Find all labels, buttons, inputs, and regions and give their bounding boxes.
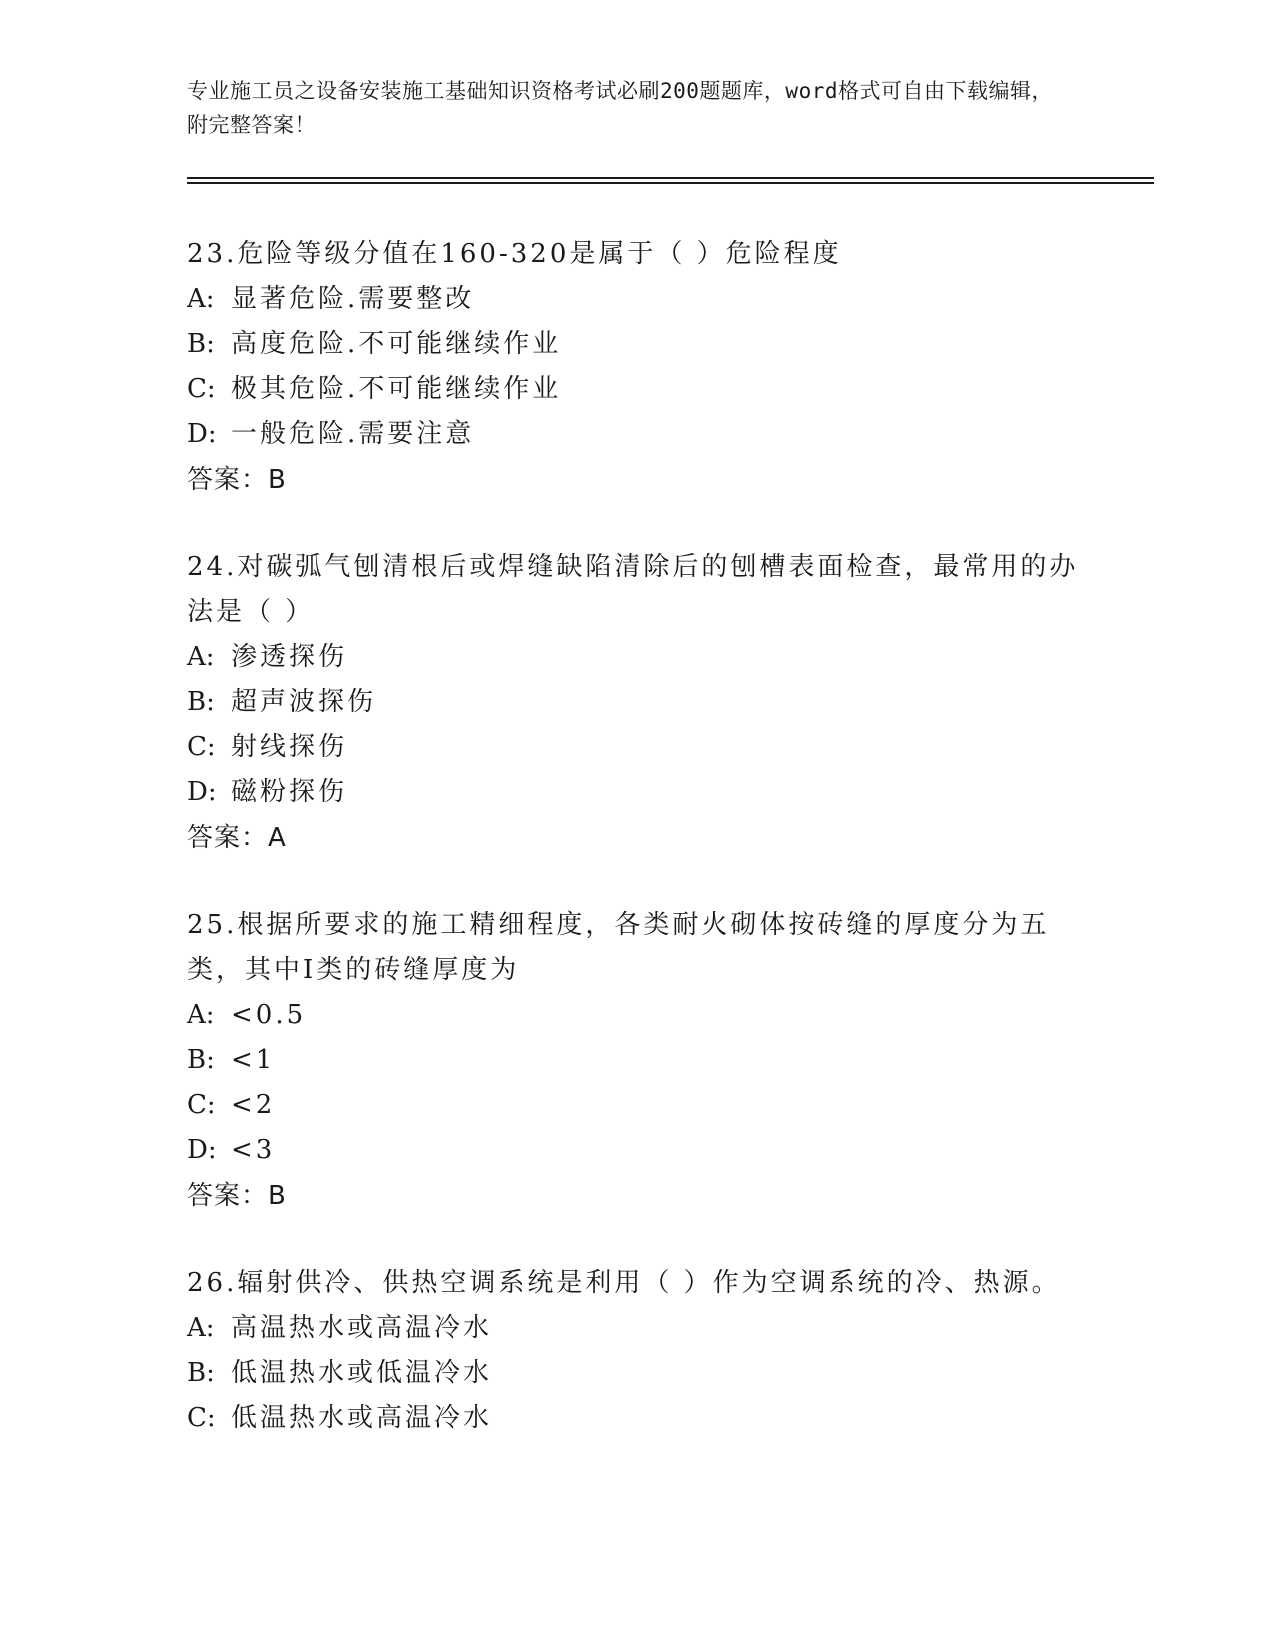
option-letter: D: bbox=[187, 777, 217, 807]
option-c bbox=[187, 367, 1087, 412]
question-text: 24.对碳弧气刨清根后或焊缝缺陷清除后的刨槽表面检查，最常用的办法是（ ） bbox=[187, 552, 1079, 627]
header-rule-top bbox=[187, 177, 1154, 179]
option-b bbox=[187, 322, 1087, 367]
question-24 bbox=[187, 545, 1087, 861]
option-text: 射线探伤 bbox=[231, 732, 348, 762]
option-text: 低温热水或高温冷水 bbox=[231, 1403, 493, 1433]
option-a bbox=[187, 993, 1087, 1038]
option-letter: B: bbox=[187, 329, 215, 359]
option-c bbox=[187, 1396, 1087, 1441]
question-text: 25.根据所要求的施工精细程度，各类耐火砌体按砖缝的厚度分为五类，其中I类的砖缝厚度为 bbox=[187, 910, 1050, 985]
option-letter: A: bbox=[187, 1000, 215, 1030]
option-a bbox=[187, 635, 1087, 680]
option-d bbox=[187, 412, 1087, 457]
option-text: 一般危险.需要注意 bbox=[231, 419, 475, 449]
question-23 bbox=[187, 232, 1087, 503]
option-text: 超声波探伤 bbox=[231, 687, 377, 717]
option-letter: A: bbox=[187, 284, 215, 314]
option-text: 显著危险.需要整改 bbox=[231, 284, 475, 314]
option-b bbox=[187, 1038, 1087, 1083]
option-text: 极其危险.不可能继续作业 bbox=[231, 374, 562, 404]
option-c bbox=[187, 725, 1087, 770]
option-letter: A: bbox=[187, 1313, 215, 1343]
option-letter: C: bbox=[187, 1090, 216, 1120]
option-a bbox=[187, 1306, 1087, 1351]
option-d bbox=[187, 1128, 1087, 1173]
option-b bbox=[187, 1351, 1087, 1396]
question-text: 23.危险等级分值在160-320是属于（ ）危险程度 bbox=[187, 239, 842, 269]
option-letter: B: bbox=[187, 1358, 215, 1388]
option-letter: D: bbox=[187, 1135, 217, 1165]
document-header: 专业施工员之设备安装施工基础知识资格考试必刷200题题库，word格式可自由下载编辑，附完整答案！ bbox=[187, 79, 1053, 137]
question-text: 26.辐射供冷、供热空调系统是利用（ ）作为空调系统的冷、热源。 bbox=[187, 1268, 1061, 1298]
option-a bbox=[187, 277, 1087, 322]
option-b bbox=[187, 680, 1087, 725]
header-rule-bottom bbox=[187, 182, 1154, 184]
option-text: <3 bbox=[231, 1135, 276, 1165]
option-letter: C: bbox=[187, 732, 216, 762]
option-letter: A: bbox=[187, 642, 215, 672]
option-text: <0.5 bbox=[231, 1000, 307, 1030]
question-25 bbox=[187, 903, 1087, 1219]
option-letter: C: bbox=[187, 374, 216, 404]
answer-text: 答案：A bbox=[187, 823, 287, 853]
answer-text: 答案：B bbox=[187, 465, 287, 495]
question-26 bbox=[187, 1261, 1087, 1441]
option-text: <2 bbox=[231, 1090, 276, 1120]
option-c bbox=[187, 1083, 1087, 1128]
option-text: 高温热水或高温冷水 bbox=[231, 1313, 493, 1343]
option-letter: C: bbox=[187, 1403, 216, 1433]
answer-text: 答案：B bbox=[187, 1181, 287, 1211]
option-d bbox=[187, 770, 1087, 815]
option-text: 渗透探伤 bbox=[231, 642, 348, 672]
option-text: <1 bbox=[231, 1045, 276, 1075]
option-letter: B: bbox=[187, 687, 215, 717]
question-list bbox=[187, 232, 1087, 1483]
option-text: 磁粉探伤 bbox=[231, 777, 348, 807]
option-text: 低温热水或低温冷水 bbox=[231, 1358, 493, 1388]
option-letter: D: bbox=[187, 419, 217, 449]
option-letter: B: bbox=[187, 1045, 215, 1075]
option-text: 高度危险.不可能继续作业 bbox=[231, 329, 562, 359]
